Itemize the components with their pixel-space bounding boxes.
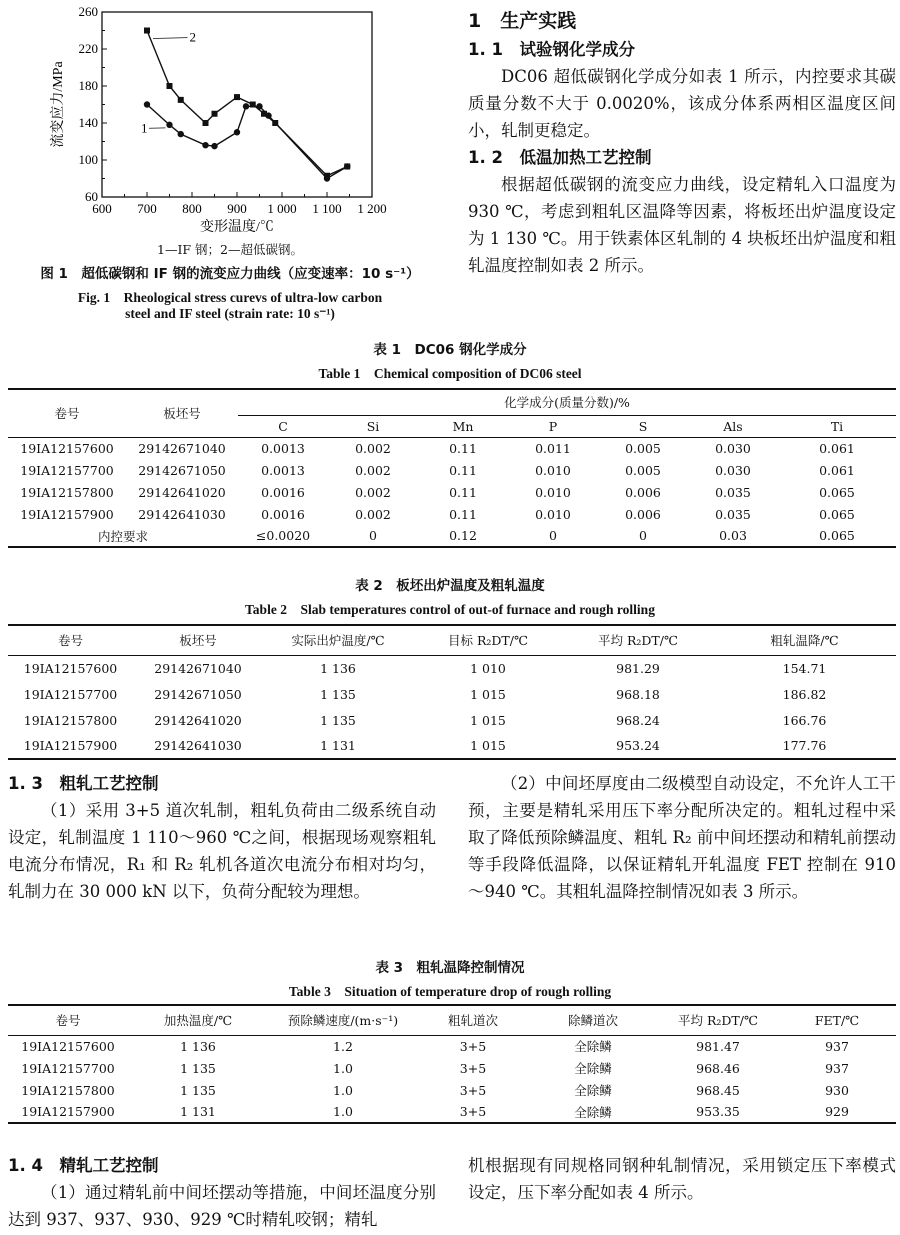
table-row bbox=[8, 655, 896, 681]
section-1-title: 1 生产实践 bbox=[468, 10, 577, 32]
series-2-leader bbox=[153, 38, 188, 39]
t2-cell: 1 015 bbox=[470, 738, 506, 753]
x-tick-label: 1 100 bbox=[312, 201, 342, 216]
table-row bbox=[8, 459, 896, 481]
t3-cell: 1 135 bbox=[180, 1060, 216, 1076]
series-1-point bbox=[166, 122, 172, 128]
t2-cell: 29142641030 bbox=[154, 738, 242, 753]
section-1-4-title: 1. 4 精轧工艺控制 bbox=[8, 1156, 159, 1175]
t1-cell: 0.002 bbox=[355, 506, 391, 522]
t1-cell: 29142641020 bbox=[138, 484, 226, 500]
section-1 bbox=[468, 6, 896, 279]
t1-cell: 0.002 bbox=[355, 462, 391, 478]
t3-cell: 3+5 bbox=[459, 1038, 487, 1054]
figure-caption-en-2: steel and IF steel (strain rate: 10 s⁻¹) bbox=[125, 306, 335, 321]
t2-cell: 1 135 bbox=[320, 712, 356, 728]
t1-header-mn: Mn bbox=[452, 418, 474, 434]
section-1-4-p1: （1）通过精轧前中间坯摆动等措施，中间坯温度分别达到 937、937、930、929 ℃时精轧咬钢；精轧 bbox=[8, 1183, 436, 1229]
series-1-point bbox=[234, 129, 240, 135]
section-1-2-text: 根据超低碳钢的流变应力曲线，设定精轧入口温度为 930 ℃，考虑到粗轧区温降等因素，将板坯出炉温度设定为 1 130 ℃。用于铁素体区轧制的 4 块板坯出炉温度和粗轧温度控制如表 2 所示。 bbox=[468, 175, 896, 275]
t3-cell: 19IA12157600 bbox=[21, 1038, 115, 1054]
table-row bbox=[8, 1101, 896, 1123]
t1-cell: 0 bbox=[549, 528, 557, 543]
t3-cell: 929 bbox=[825, 1104, 849, 1119]
t1-cell: 0.061 bbox=[819, 440, 855, 456]
t2-cell: 1 131 bbox=[320, 738, 356, 753]
t1-cell: 29142671050 bbox=[138, 462, 226, 478]
t1-cell: 0.11 bbox=[449, 484, 477, 500]
figure-legend: 1—IF 钢；2—超低碳钢。 bbox=[157, 242, 303, 257]
section-1-3-p1: （1）采用 3+5 道次轧制，粗轧负荷由二级系统自动设定，轧制温度 1 110～960 ℃之间，根据现场观察粗轧电流分布情况，R₁ 和 R₂ 轧机各道次电流分布相对均匀，轧制力在 30 000 kN 以下，负荷分配较为理想。 bbox=[8, 801, 436, 901]
t3-header-descale-passes: 除鳞道次 bbox=[567, 1013, 618, 1029]
t1-req-label: 内控要求 bbox=[97, 528, 148, 544]
t1-cell: 0.030 bbox=[715, 440, 751, 456]
t3-cell: 全除鳞 bbox=[574, 1083, 612, 1098]
table-3 bbox=[8, 1004, 896, 1124]
t2-cell: 968.24 bbox=[616, 712, 660, 728]
table-row bbox=[8, 503, 896, 525]
t1-cell: ≤0.0020 bbox=[255, 528, 311, 543]
section-1-3-left bbox=[8, 770, 436, 905]
t1-header-c: C bbox=[278, 418, 288, 434]
t2-cell: 166.76 bbox=[782, 712, 827, 728]
t1-cell: 0.0013 bbox=[261, 440, 305, 456]
t3-cell: 3+5 bbox=[459, 1104, 487, 1119]
section-1-4-right bbox=[468, 1152, 896, 1206]
t2-cell: 177.76 bbox=[782, 738, 827, 753]
section-1-4-p2: 机根据现有同规格同钢种轧制情况，采用锁定压下率模式设定，压下率分配如表 4 所示。 bbox=[468, 1156, 896, 1202]
section-1-1-title: 1. 1 试验钢化学成分 bbox=[468, 40, 635, 59]
t2-cell: 968.18 bbox=[616, 686, 660, 702]
table-row bbox=[8, 481, 896, 503]
series-2-point bbox=[167, 83, 173, 89]
series-1-point bbox=[144, 101, 150, 107]
series-2-line bbox=[147, 31, 347, 176]
t1-cell: 0.010 bbox=[535, 484, 571, 500]
y-tick-label: 140 bbox=[78, 115, 98, 130]
t2-cell: 19IA12157700 bbox=[23, 686, 118, 702]
t2-cell: 186.82 bbox=[782, 686, 827, 702]
t2-cell: 19IA12157900 bbox=[23, 738, 118, 753]
t1-cell: 0.030 bbox=[715, 462, 751, 478]
t1-cell: 0.002 bbox=[355, 484, 391, 500]
series-2-label: 2 bbox=[189, 29, 196, 45]
t3-cell: 1.0 bbox=[333, 1060, 353, 1076]
t1-cell: 19IA12157600 bbox=[20, 440, 114, 456]
t2-header-target-r2dt: 目标 R₂DT/℃ bbox=[448, 633, 528, 649]
t3-cell: 953.35 bbox=[696, 1104, 740, 1119]
t1-cell: 0.12 bbox=[449, 528, 477, 543]
section-1-3-title: 1. 3 粗轧工艺控制 bbox=[8, 774, 159, 793]
t2-cell: 981.29 bbox=[616, 660, 660, 676]
table-row bbox=[8, 733, 896, 759]
figure-caption-cn: 图 1 超低碳钢和 IF 钢的流变应力曲线（应变速率：10 s⁻¹） bbox=[40, 266, 420, 282]
table-3-caption-cn: 表 3 粗轧温降控制情况 bbox=[375, 960, 525, 976]
flow-stress-chart bbox=[0, 0, 460, 245]
series-2-point bbox=[203, 120, 209, 126]
t1-cell: 0.005 bbox=[625, 462, 661, 478]
t2-cell: 29142671050 bbox=[154, 686, 242, 702]
series-1-point bbox=[211, 143, 217, 149]
section-1-3-p2: （2）中间坯厚度由二级模型自动设定，不允许人工干预，主要是精轧采用压下率分配所决定的。粗轧过程中采取了降低预除鳞温度、粗轧 R₂ 前中间坯摆动和精轧前摆动等手段降低温降，以保证精轧开轧温度 FET 控制在 910～940 ℃。其粗轧温降控制情况如表 3 所示。 bbox=[468, 774, 896, 901]
t2-cell: 1 010 bbox=[470, 660, 506, 676]
table-row bbox=[8, 1079, 896, 1101]
series-1-label: 1 bbox=[141, 120, 148, 136]
t1-cell: 19IA12157700 bbox=[20, 462, 114, 478]
t1-cell: 0.065 bbox=[819, 484, 855, 500]
t1-cell: 0.005 bbox=[625, 440, 661, 456]
t1-header-als: Als bbox=[723, 418, 743, 434]
table-row-requirement bbox=[8, 525, 896, 547]
t1-cell: 29142671040 bbox=[138, 440, 226, 456]
t1-cell: 0.035 bbox=[715, 484, 751, 500]
section-1-2-title: 1. 2 低温加热工艺控制 bbox=[468, 148, 652, 167]
t3-cell: 1.2 bbox=[333, 1038, 353, 1054]
t3-cell: 3+5 bbox=[459, 1060, 487, 1076]
x-tick-label: 1 200 bbox=[357, 201, 387, 216]
t1-header-si: Si bbox=[366, 418, 380, 434]
t1-cell: 0.11 bbox=[449, 440, 477, 456]
t2-cell: 1 015 bbox=[470, 712, 506, 728]
t2-header-temp-drop: 粗轧温降/℃ bbox=[770, 633, 839, 649]
table-row bbox=[8, 1057, 896, 1079]
t2-cell: 953.24 bbox=[616, 738, 660, 753]
t1-header-s: S bbox=[638, 418, 648, 434]
table-2-caption-cn: 表 2 板坯出炉温度及粗轧温度 bbox=[355, 578, 545, 594]
t2-cell: 29142641020 bbox=[154, 712, 242, 728]
series-1-point bbox=[178, 131, 184, 137]
t3-header-rough-passes: 粗轧道次 bbox=[447, 1013, 498, 1029]
y-axis-label: 流变应力/MPa bbox=[51, 61, 66, 148]
t1-cell: 0.0016 bbox=[261, 506, 305, 522]
series-2-point bbox=[261, 111, 267, 117]
y-tick-label: 260 bbox=[78, 4, 98, 19]
t1-header-coil: 卷号 bbox=[8, 389, 126, 437]
t1-cell: 0.035 bbox=[715, 506, 751, 522]
t1-header-p: P bbox=[548, 418, 558, 434]
t1-header-group: 化学成分(质量分数)/% bbox=[238, 389, 896, 415]
t1-cell: 19IA12157900 bbox=[20, 506, 114, 522]
table-3-caption-en: Table 3 Situation of temperature drop of rough rolling bbox=[288, 984, 612, 999]
series-2-point bbox=[344, 163, 350, 169]
t3-cell: 968.45 bbox=[696, 1082, 740, 1098]
table-row bbox=[8, 681, 896, 707]
t1-header-ti: Ti bbox=[830, 418, 844, 434]
y-tick-label: 180 bbox=[78, 78, 98, 93]
t3-cell: 1 135 bbox=[180, 1082, 216, 1098]
t3-cell: 937 bbox=[825, 1060, 849, 1076]
section-1-1-text: DC06 超低碳钢化学成分如表 1 所示，内控要求其碳质量分数不大于 0.0020%，该成分体系两相区温度区间小，轧制更稳定。 bbox=[468, 67, 896, 140]
t3-cell: 19IA12157700 bbox=[21, 1060, 115, 1076]
t2-header-furnace-temp: 实际出炉温度/℃ bbox=[291, 633, 385, 649]
t2-header-avg-r2dt: 平均 R₂DT/℃ bbox=[598, 633, 678, 649]
t3-cell: 19IA12157800 bbox=[21, 1082, 115, 1098]
t1-cell: 0.11 bbox=[449, 462, 477, 478]
y-tick-label: 220 bbox=[78, 41, 98, 56]
x-tick-label: 700 bbox=[137, 201, 157, 216]
t3-cell: 930 bbox=[825, 1082, 849, 1098]
y-tick-label: 60 bbox=[85, 189, 98, 204]
series-2-point bbox=[144, 28, 150, 34]
series-1-line bbox=[147, 105, 347, 179]
t1-cell: 0.010 bbox=[535, 506, 571, 522]
t1-cell: 0.03 bbox=[719, 528, 747, 543]
x-tick-label: 1 000 bbox=[267, 201, 297, 216]
t3-cell: 1 136 bbox=[180, 1038, 216, 1054]
t1-cell: 0.010 bbox=[535, 462, 571, 478]
table-row bbox=[8, 1035, 896, 1057]
t3-cell: 19IA12157900 bbox=[21, 1104, 115, 1119]
t2-cell: 29142671040 bbox=[154, 660, 242, 676]
table-1-caption-cn: 表 1 DC06 钢化学成分 bbox=[373, 342, 527, 358]
t3-cell: 1.0 bbox=[333, 1082, 353, 1098]
t1-cell: 19IA12157800 bbox=[20, 484, 114, 500]
series-2-point bbox=[272, 120, 278, 126]
series-2-point bbox=[178, 97, 184, 103]
t2-cell: 19IA12157800 bbox=[23, 712, 118, 728]
x-tick-label: 900 bbox=[227, 201, 247, 216]
t3-cell: 全除鳞 bbox=[574, 1039, 612, 1055]
table-1 bbox=[8, 388, 896, 548]
t3-cell: 981.47 bbox=[696, 1038, 740, 1054]
t1-cell: 0.006 bbox=[625, 484, 661, 500]
table-1-caption-en: Table 1 Chemical composition of DC06 steel bbox=[318, 366, 582, 381]
t2-header-slab: 板坯号 bbox=[179, 633, 217, 649]
t3-header-avg-r2dt: 平均 R₂DT/℃ bbox=[678, 1013, 758, 1029]
t3-header-heat-temp: 加热温度/℃ bbox=[163, 1013, 233, 1029]
section-1-3-right bbox=[468, 770, 896, 905]
table-2-caption-en: Table 2 Slab temperatures control of out-of furnace and rough rolling bbox=[245, 602, 655, 617]
t1-cell: 0.006 bbox=[625, 506, 661, 522]
t3-header-coil: 卷号 bbox=[55, 1013, 81, 1029]
t2-cell: 1 136 bbox=[320, 660, 356, 676]
x-tick-label: 800 bbox=[182, 201, 202, 216]
t2-cell: 19IA12157600 bbox=[23, 660, 118, 676]
t1-cell: 29142641030 bbox=[138, 506, 226, 522]
plot-frame bbox=[102, 12, 372, 197]
t3-cell: 3+5 bbox=[459, 1082, 487, 1098]
section-1-4-left bbox=[8, 1152, 436, 1233]
t2-header-coil: 卷号 bbox=[57, 633, 83, 649]
t2-cell: 1 015 bbox=[470, 686, 506, 702]
t1-cell: 0 bbox=[369, 528, 377, 543]
figure-1 bbox=[0, 0, 460, 330]
t2-cell: 1 135 bbox=[320, 686, 356, 702]
t3-cell: 1 131 bbox=[180, 1104, 216, 1119]
t1-cell: 0.11 bbox=[449, 506, 477, 522]
t1-cell: 0.011 bbox=[535, 440, 571, 456]
t1-cell: 0.0016 bbox=[261, 484, 305, 500]
series-1-point bbox=[202, 142, 208, 148]
series-2-point bbox=[250, 102, 256, 108]
table-2 bbox=[8, 624, 896, 760]
x-tick-label: 600 bbox=[92, 201, 112, 216]
figure-caption-en-1: Fig. 1 Rheological stress curevs of ultra-low carbon bbox=[77, 290, 383, 305]
t3-header-descale-speed: 预除鳞速度/(m·s⁻¹) bbox=[287, 1013, 399, 1029]
t3-cell: 968.46 bbox=[696, 1060, 740, 1076]
t3-cell: 937 bbox=[825, 1038, 849, 1054]
series-2-point bbox=[212, 111, 218, 117]
table-row bbox=[8, 707, 896, 733]
series-1-point bbox=[243, 103, 249, 109]
t2-cell: 154.71 bbox=[782, 660, 827, 676]
t1-cell: 0.065 bbox=[819, 528, 855, 543]
table-row bbox=[8, 437, 896, 459]
t1-cell: 0.0013 bbox=[261, 462, 305, 478]
series-2-point bbox=[234, 94, 240, 100]
x-axis-label: 变形温度/℃ bbox=[200, 220, 274, 235]
series-2-point bbox=[324, 173, 330, 179]
t3-cell: 全除鳞 bbox=[574, 1061, 612, 1076]
t3-cell: 全除鳞 bbox=[574, 1104, 612, 1120]
t3-header-fet: FET/℃ bbox=[814, 1012, 860, 1028]
t1-cell: 0.061 bbox=[819, 462, 855, 478]
t3-cell: 1.0 bbox=[333, 1104, 353, 1119]
t1-cell: 0.002 bbox=[355, 440, 391, 456]
y-tick-label: 100 bbox=[78, 152, 98, 167]
t1-cell: 0 bbox=[639, 528, 647, 543]
t1-cell: 0.065 bbox=[819, 506, 855, 522]
t1-header-slab: 板坯号 bbox=[126, 389, 238, 437]
